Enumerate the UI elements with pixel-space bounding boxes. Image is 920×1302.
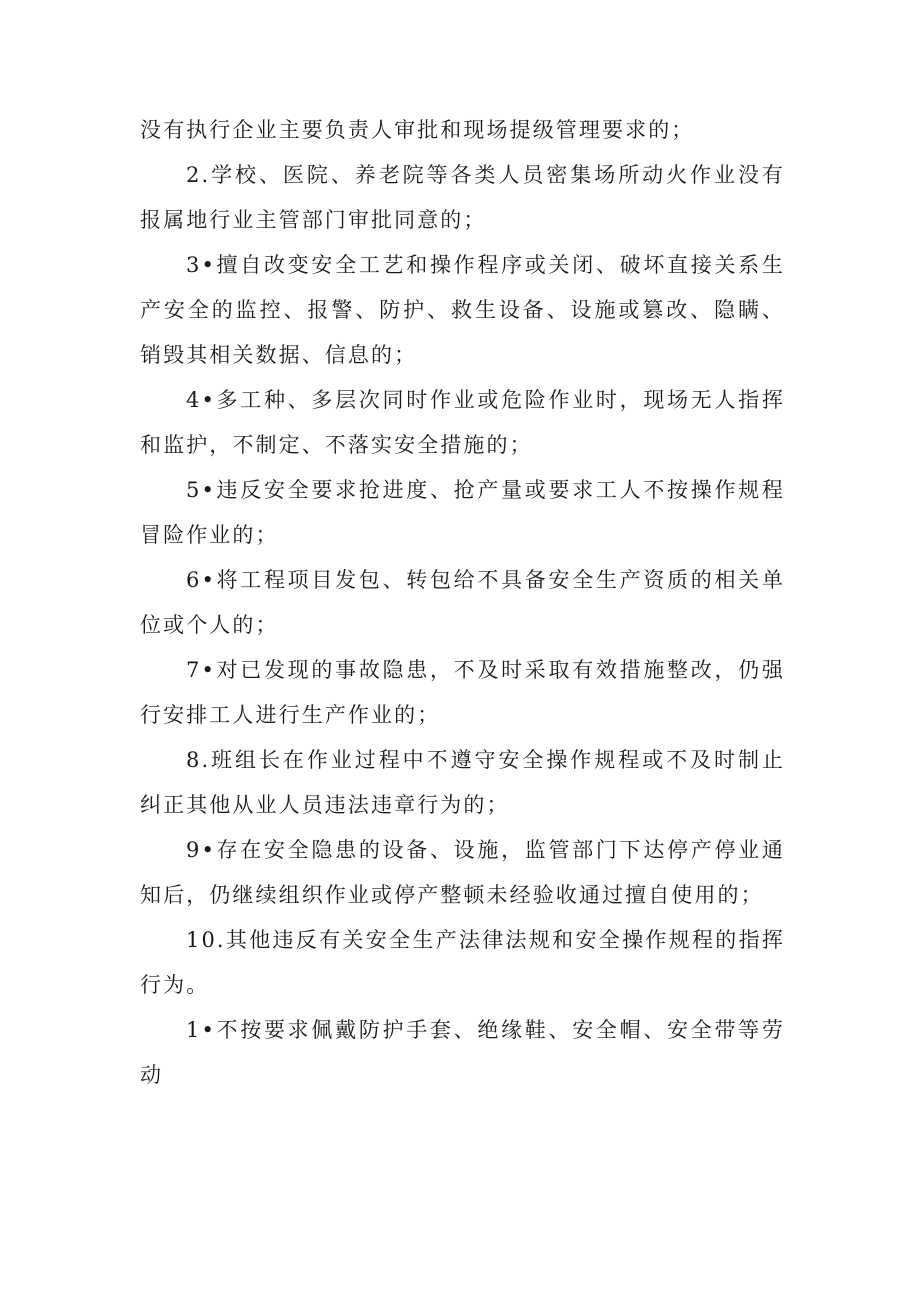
paragraph-item-1-next-list: 1•不按要求佩戴防护手套、绝缘鞋、安全帽、安全带等劳动 [140, 1018, 785, 1087]
paragraph-item-3: 3•擅自改变安全工艺和操作程序或关闭、破坏直接关系生产安全的监控、报警、防护、救生设备、设施或篡改、隐瞒、销毁其相关数据、信息的； [140, 253, 785, 367]
paragraph-continuation: 没有执行企业主要负责人审批和现场提级管理要求的； [140, 118, 695, 142]
paragraph-item-7: 7•对已发现的事故隐患，不及时采取有效措施整改，仍强行安排工人进行生产作业的； [140, 658, 785, 727]
paragraph-item-9: 9•存在安全隐患的设备、设施，监管部门下达停产停业通知后，仍继续组织作业或停产整顿未经验收通过擅自使用的； [140, 838, 785, 907]
paragraph-item-6: 6•将工程项目发包、转包给不具备安全生产资质的相关单位或个人的； [140, 568, 785, 637]
paragraph-item-5: 5•违反安全要求抢进度、抢产量或要求工人不按操作规程冒险作业的； [140, 478, 785, 547]
document-body [140, 108, 785, 1098]
paragraph-item-10: 10.其他违反有关安全生产法律法规和安全操作规程的指挥行为。 [140, 928, 785, 997]
paragraph-item-8: 8.班组长在作业过程中不遵守安全操作规程或不及时制止纠正其他从业人员违法违章行为的； [140, 748, 785, 817]
paragraph-item-4: 4•多工种、多层次同时作业或危险作业时，现场无人指挥和监护，不制定、不落实安全措施的； [140, 388, 785, 457]
paragraph-item-2: 2.学校、医院、养老院等各类人员密集场所动火作业没有报属地行业主管部门审批同意的； [140, 163, 785, 232]
